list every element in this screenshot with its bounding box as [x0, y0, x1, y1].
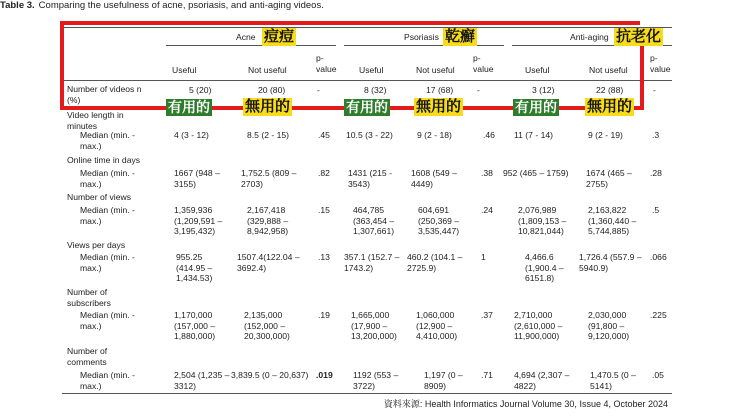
- cell-views-psoriasis-not-useful: 604,691 (250,369 – 3,535,447): [418, 205, 460, 236]
- annotation-psoriasis-useful: 有用的: [346, 99, 388, 115]
- cell-videos-antiaging-not-useful: 22 (88): [596, 85, 624, 95]
- cell-online-acne-useful: 1667 (948 – 3155): [174, 168, 220, 189]
- cell-views-psoriasis-p: .24: [481, 205, 493, 215]
- cell-subs-psoriasis-p: .37: [481, 310, 493, 320]
- subheader-antiaging-useful: Useful: [525, 65, 550, 75]
- cell-videos-psoriasis-useful: 8 (32): [364, 85, 387, 95]
- cell-comments-acne-not-useful: 3,839.5 (0 – 20,637): [231, 370, 309, 380]
- cell-videos-antiaging-useful: 3 (12): [532, 85, 555, 95]
- cell-online-psoriasis-useful: 1431 (215 - 3543): [348, 168, 392, 189]
- row-label-median: Median (min. - max.): [80, 310, 135, 331]
- cell-videos-psoriasis-not-useful: 17 (68): [426, 85, 454, 95]
- highlight-left-edge: [60, 21, 64, 109]
- cell-comments-psoriasis-useful: 1192 (553 – 3722): [353, 370, 399, 391]
- row-label-online: Online time in days: [67, 155, 141, 165]
- cell-online-antiaging-useful: 952 (465 – 1759): [503, 168, 569, 178]
- table-caption: Comparing the usefulness of acne, psoriasis, and anti-aging videos.: [38, 0, 324, 11]
- cell-subs-antiaging-useful: 2,710,000 (2,610,000 – 11,900,000): [514, 310, 563, 341]
- row-label-median: Median (min. - max.): [80, 370, 135, 391]
- cell-views-antiaging-p: .5: [652, 205, 660, 215]
- subheader-antiaging-not-useful: Not useful: [589, 65, 628, 75]
- annotation-antiaging-not-useful: 無用的: [587, 98, 633, 115]
- cell-views-acne-useful: 1,359,936 (1,209,591 – 3,195,432): [174, 205, 223, 236]
- cell-online-antiaging-p: .28: [650, 168, 662, 178]
- cell-length-antiaging-useful: 11 (7 - 14): [514, 130, 554, 140]
- cell-length-psoriasis-p: .46: [483, 130, 495, 140]
- row-label-length: Video length in minutes: [67, 110, 124, 131]
- cell-vpd-psoriasis-p: 1: [481, 252, 486, 262]
- annotation-psoriasis-not-useful: 無用的: [416, 98, 462, 115]
- cell-vpd-psoriasis-useful: 357.1 (152.7 – 1743.2): [344, 252, 400, 273]
- cell-length-acne-p: .45: [318, 130, 330, 140]
- cell-videos-acne-p: -: [317, 85, 320, 95]
- row-label-median: Median (min. - max.): [80, 130, 135, 151]
- cell-videos-acne-useful: 5 (20): [189, 85, 212, 95]
- cell-subs-psoriasis-not-useful: 1,060,000 (12,900 – 4,410,000): [416, 310, 458, 341]
- cell-comments-antiaging-not-useful: 1,470.5 (0 – 5141): [590, 370, 636, 391]
- cell-comments-acne-p: .019: [316, 370, 333, 380]
- cell-views-acne-not-useful: 2,167,418 (329,888 – 8,942,958): [247, 205, 289, 236]
- highlight-right-edge: [640, 46, 644, 110]
- row-label-median: Median (min. - max.): [80, 205, 135, 226]
- group-acne-underline: [166, 45, 336, 46]
- table-title: [0, 0, 740, 11]
- annotation-acne-useful: 有用的: [168, 99, 210, 115]
- highlight-top-edge: [60, 21, 640, 25]
- cell-length-psoriasis-not-useful: 9 (2 - 18): [417, 130, 452, 140]
- cell-subs-antiaging-p: .225: [650, 310, 667, 320]
- cell-subs-acne-useful: 1,170,000 (157,000 – 1,880,000): [174, 310, 216, 341]
- cell-views-antiaging-not-useful: 2,163,822 (1,360,440 – 5,744,885): [588, 205, 637, 236]
- subheader-psoriasis-useful: Useful: [359, 65, 384, 75]
- annotation-acne-not-useful: 無用的: [245, 98, 291, 115]
- cell-length-acne-not-useful: 8.5 (2 - 15): [247, 130, 290, 140]
- cell-comments-psoriasis-p: .71: [481, 370, 493, 380]
- cell-views-acne-p: .15: [318, 205, 330, 215]
- cell-comments-antiaging-p: .05: [652, 370, 664, 380]
- row-label-videos: Number of videos n (%): [67, 84, 142, 105]
- subheader-acne-useful: Useful: [172, 65, 197, 75]
- cell-length-antiaging-p: .3: [652, 130, 660, 140]
- row-label-views: Number of views: [67, 192, 131, 202]
- subheader-acne-p: p- value: [316, 53, 337, 74]
- group-antiaging-label: Anti-aging: [570, 32, 609, 42]
- row-label-median: Median (min. - max.): [80, 168, 135, 189]
- cell-vpd-acne-p: .13: [318, 252, 330, 262]
- subheader-psoriasis-not-useful: Not useful: [416, 65, 455, 75]
- cell-videos-acne-not-useful: 20 (80): [258, 85, 286, 95]
- cell-online-psoriasis-not-useful: 1608 (549 – 4449): [411, 168, 457, 189]
- cell-online-acne-not-useful: 1,752.5 (809 – 2703): [241, 168, 297, 189]
- cell-length-antiaging-not-useful: 9 (2 - 19): [588, 130, 623, 140]
- table-label: Table 3.: [0, 0, 35, 11]
- cell-comments-antiaging-useful: 4,694 (2,307 – 4822): [514, 370, 570, 391]
- cell-subs-acne-not-useful: 2,135,000 (152,000 – 20,300,000): [244, 310, 290, 341]
- cell-online-psoriasis-p: .38: [481, 168, 493, 178]
- header-rule: [62, 80, 672, 81]
- annotation-acne: 痘痘: [264, 28, 295, 45]
- group-psoriasis-underline: [344, 45, 504, 46]
- top-rule: [62, 27, 672, 28]
- subheader-psoriasis-p: p- value: [473, 53, 494, 74]
- cell-comments-psoriasis-not-useful: 1,197 (0 – 8909): [424, 370, 463, 391]
- cell-vpd-antiaging-p: .066: [650, 252, 667, 262]
- cell-videos-psoriasis-p: -: [477, 85, 480, 95]
- annotation-antiaging: 抗老化: [616, 28, 662, 45]
- cell-videos-antiaging-p: -: [653, 85, 656, 95]
- row-label-comments: Number of comments: [67, 346, 108, 367]
- cell-vpd-acne-useful: 955.25 (414.95 – 1,434.53): [176, 252, 213, 283]
- cell-vpd-psoriasis-not-useful: 460.2 (104.1 – 2725.9): [407, 252, 463, 273]
- bottom-rule: [62, 393, 672, 394]
- cell-online-antiaging-not-useful: 1674 (465 – 2755): [586, 168, 632, 189]
- cell-views-psoriasis-useful: 464,785 (363,454 – 1,307,661): [353, 205, 395, 236]
- cell-length-psoriasis-useful: 10.5 (3 - 22): [346, 130, 393, 140]
- group-psoriasis-label: Psoriasis: [404, 32, 439, 42]
- annotation-antiaging-useful: 有用的: [515, 99, 557, 115]
- cell-comments-acne-useful: 2,504 (1,235 – 3312): [174, 370, 230, 391]
- subheader-antiaging-p: p- value: [650, 53, 671, 74]
- source-citation: 資料來源: Health Informatics Journal Volume 30, Issue 4, October 2024: [383, 399, 668, 409]
- row-label-median: Median (min. - max.): [80, 252, 135, 273]
- subheader-acne-not-useful: Not useful: [248, 65, 287, 75]
- annotation-psoriasis: 乾癬: [445, 28, 476, 45]
- row-label-views-per-day: Views per days: [67, 240, 126, 250]
- cell-views-antiaging-useful: 2,076,989 (1,809,153 – 10,821,044): [518, 205, 567, 236]
- cell-vpd-antiaging-useful: 4,466.6 (1,900.4 – 6151.8): [525, 252, 564, 283]
- cell-subs-antiaging-not-useful: 2,030,000 (91,800 – 9,120,000): [588, 310, 630, 341]
- cell-vpd-antiaging-not-useful: 1,726.4 (557.9 – 5940.9): [579, 252, 642, 273]
- cell-subs-psoriasis-useful: 1,665,000 (17,900 – 13,200,000): [351, 310, 397, 341]
- group-acne-label: Acne: [236, 32, 256, 42]
- cell-vpd-acne-not-useful: 1507.4(122.04 – 3692.4): [237, 252, 300, 273]
- cell-subs-acne-p: .19: [318, 310, 330, 320]
- row-label-subscribers: Number of subscribers: [67, 287, 111, 308]
- cell-online-acne-p: .82: [318, 168, 330, 178]
- cell-length-acne-useful: 4 (3 - 12): [174, 130, 209, 140]
